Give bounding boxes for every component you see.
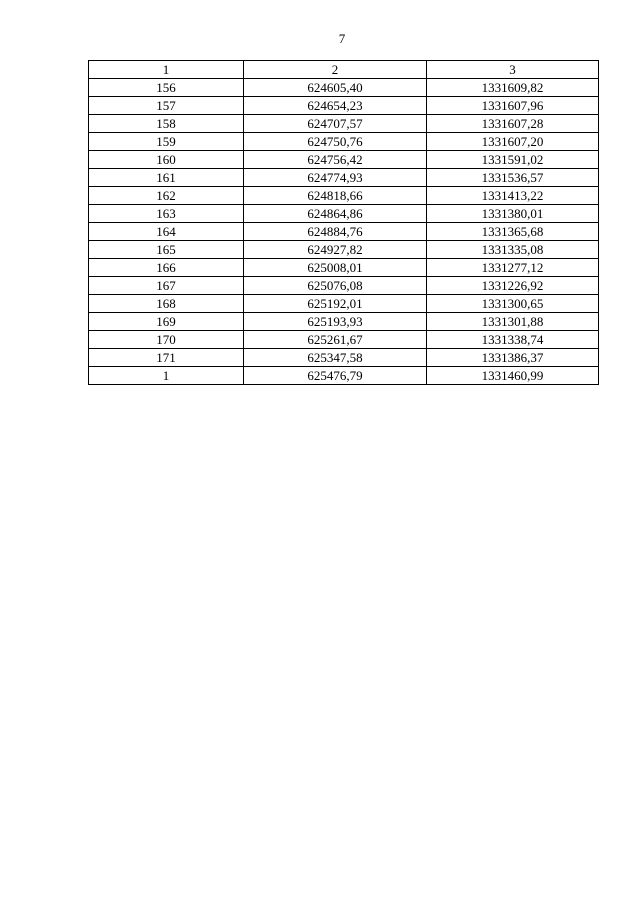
- table-row: [89, 133, 599, 151]
- x-coordinate-cell: 625347,58: [244, 349, 427, 367]
- y-coordinate-cell: 1331365,68: [427, 223, 599, 241]
- point-number-cell: 167: [89, 277, 244, 295]
- column-header-1: 1: [89, 61, 244, 79]
- x-coordinate-cell: 625192,01: [244, 295, 427, 313]
- coordinates-table: [88, 60, 599, 385]
- point-number-cell: 162: [89, 187, 244, 205]
- x-coordinate-cell: 624750,76: [244, 133, 427, 151]
- table-row: [89, 205, 599, 223]
- x-coordinate-cell: 625076,08: [244, 277, 427, 295]
- page-number: 7: [338, 31, 346, 46]
- x-coordinate-cell: 625193,93: [244, 313, 427, 331]
- table-row: [89, 169, 599, 187]
- y-coordinate-cell: 1331335,08: [427, 241, 599, 259]
- y-coordinate-cell: 1331226,92: [427, 277, 599, 295]
- table-row: [89, 349, 599, 367]
- point-number-cell: 168: [89, 295, 244, 313]
- point-number-cell: 158: [89, 115, 244, 133]
- point-number-cell: 171: [89, 349, 244, 367]
- y-coordinate-cell: 1331460,99: [427, 367, 599, 385]
- x-coordinate-cell: 624927,82: [244, 241, 427, 259]
- point-number-cell: 163: [89, 205, 244, 223]
- y-coordinate-cell: 1331591,02: [427, 151, 599, 169]
- y-coordinate-cell: 1331386,37: [427, 349, 599, 367]
- table-row: [89, 331, 599, 349]
- y-coordinate-cell: 1331338,74: [427, 331, 599, 349]
- table-row: [89, 79, 599, 97]
- point-number-cell: 166: [89, 259, 244, 277]
- point-number-cell: 170: [89, 331, 244, 349]
- x-coordinate-cell: 624864,86: [244, 205, 427, 223]
- x-coordinate-cell: 624884,76: [244, 223, 427, 241]
- x-coordinate-cell: 624756,42: [244, 151, 427, 169]
- table-row: [89, 259, 599, 277]
- point-number-cell: 169: [89, 313, 244, 331]
- table-row: [89, 223, 599, 241]
- table-row: [89, 151, 599, 169]
- x-coordinate-cell: 625476,79: [244, 367, 427, 385]
- y-coordinate-cell: 1331609,82: [427, 79, 599, 97]
- y-coordinate-cell: 1331300,65: [427, 295, 599, 313]
- x-coordinate-cell: 624605,40: [244, 79, 427, 97]
- point-number-cell: 161: [89, 169, 244, 187]
- y-coordinate-cell: 1331301,88: [427, 313, 599, 331]
- x-coordinate-cell: 624654,23: [244, 97, 427, 115]
- table-row: [89, 295, 599, 313]
- table-row: [89, 187, 599, 205]
- point-number-cell: 159: [89, 133, 244, 151]
- y-coordinate-cell: 1331607,20: [427, 133, 599, 151]
- point-number-cell: 160: [89, 151, 244, 169]
- column-header-3: 3: [427, 61, 599, 79]
- table-row: [89, 241, 599, 259]
- table-row: [89, 115, 599, 133]
- table-header-row: [89, 61, 599, 79]
- point-number-cell: 1: [89, 367, 244, 385]
- y-coordinate-cell: 1331536,57: [427, 169, 599, 187]
- column-header-2: 2: [244, 61, 427, 79]
- table-row: [89, 97, 599, 115]
- x-coordinate-cell: 625008,01: [244, 259, 427, 277]
- y-coordinate-cell: 1331413,22: [427, 187, 599, 205]
- y-coordinate-cell: 1331380,01: [427, 205, 599, 223]
- point-number-cell: 156: [89, 79, 244, 97]
- point-number-cell: 164: [89, 223, 244, 241]
- table-row: [89, 367, 599, 385]
- point-number-cell: 157: [89, 97, 244, 115]
- point-number-cell: 165: [89, 241, 244, 259]
- x-coordinate-cell: 624774,93: [244, 169, 427, 187]
- y-coordinate-cell: 1331607,96: [427, 97, 599, 115]
- y-coordinate-cell: 1331607,28: [427, 115, 599, 133]
- x-coordinate-cell: 624818,66: [244, 187, 427, 205]
- table-row: [89, 277, 599, 295]
- y-coordinate-cell: 1331277,12: [427, 259, 599, 277]
- x-coordinate-cell: 624707,57: [244, 115, 427, 133]
- x-coordinate-cell: 625261,67: [244, 331, 427, 349]
- table-row: [89, 313, 599, 331]
